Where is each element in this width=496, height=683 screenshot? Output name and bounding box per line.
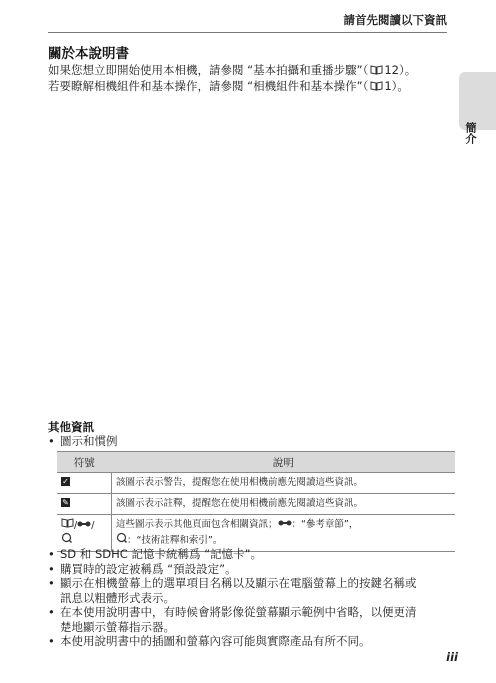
book-reference-icon <box>369 65 383 75</box>
table-header-row <box>57 452 455 473</box>
list-item: • 顯示在相機螢幕上的選單項目名稱以及顯示在電腦螢幕上的按鍵名稱或 <box>48 576 417 590</box>
list-item-continuation: 訊息以粗體形式表示。 <box>60 590 175 605</box>
bullet-icon: • <box>48 576 55 590</box>
description-cell: 這些圖示表示其他頁面包含相關資訊； ：“參考章節”， ：“技術註釋和索引”。 <box>112 515 456 552</box>
table-row <box>57 494 455 515</box>
section-title: 關於本說明書 <box>48 46 129 62</box>
intro-line-2: 若要瞭解相機組件和基本操作，請參閱 “相機組件和基本操作”（ 1）。 <box>48 79 409 93</box>
intro-line-1: 如果您想立即開始使用本相機，請參閱 “基本拍攝和重播步驟”（ 12）。 <box>48 63 417 77</box>
list-item: • SD 和 SDHC 記憶卡統稱爲 “記憶卡”。 <box>48 547 263 561</box>
conventions-table <box>57 451 455 552</box>
bullet-icon: • <box>48 434 55 448</box>
bullet-icon: • <box>48 547 55 561</box>
chapter-side-label: 簡介 <box>464 122 477 144</box>
symbol-cell <box>57 494 112 515</box>
other-info-bullet: • 圖示和慣例 <box>48 434 118 448</box>
table-row <box>57 473 455 494</box>
page-number: iii <box>446 650 458 664</box>
symbol-cell: / / <box>57 515 112 552</box>
header-divider <box>48 32 447 33</box>
list-item: • 在本使用說明書中，有時候會將影像從螢幕顯示範例中省略，以便更清 <box>48 605 417 619</box>
list-item: • 本使用說明書中的插圖和螢幕內容可能與實際產品有所不同。 <box>48 634 371 648</box>
caution-check-icon: ✓ <box>62 477 69 486</box>
book-reference-icon <box>61 520 74 531</box>
description-cell: 該圖示表示註釋，提醒您在使用相機前應先閱讀這些資訊。 <box>112 494 456 515</box>
description-column-header: 說明 <box>112 452 456 473</box>
chapter-reference-icon <box>77 520 91 531</box>
book-reference-icon <box>369 81 383 91</box>
list-item: • 購買時的設定被稱爲 “預設設定”。 <box>48 561 237 576</box>
glossary-reference-icon <box>116 535 127 546</box>
chapter-reference-icon <box>278 519 292 530</box>
intro-paragraph <box>48 62 458 94</box>
description-cell: 該圖示表示警告，提醒您在使用相機前應先閱讀這些資訊。 <box>112 473 456 494</box>
glossary-reference-icon <box>61 535 72 546</box>
bullet-icon: • <box>48 634 55 648</box>
notes-bullet-list <box>48 547 458 649</box>
bullet-icon: • <box>48 561 55 576</box>
page-header: 請首先閱讀以下資訊 <box>343 13 447 27</box>
symbol-column-header: 符號 <box>57 452 112 473</box>
table-row <box>57 515 455 552</box>
list-item-continuation: 楚地顯示螢幕指示器。 <box>60 619 175 634</box>
other-info-title: 其他資訊 <box>48 420 94 434</box>
bullet-icon: • <box>48 605 55 619</box>
note-pencil-icon: ✎ <box>62 498 69 507</box>
symbol-cell <box>57 473 112 494</box>
